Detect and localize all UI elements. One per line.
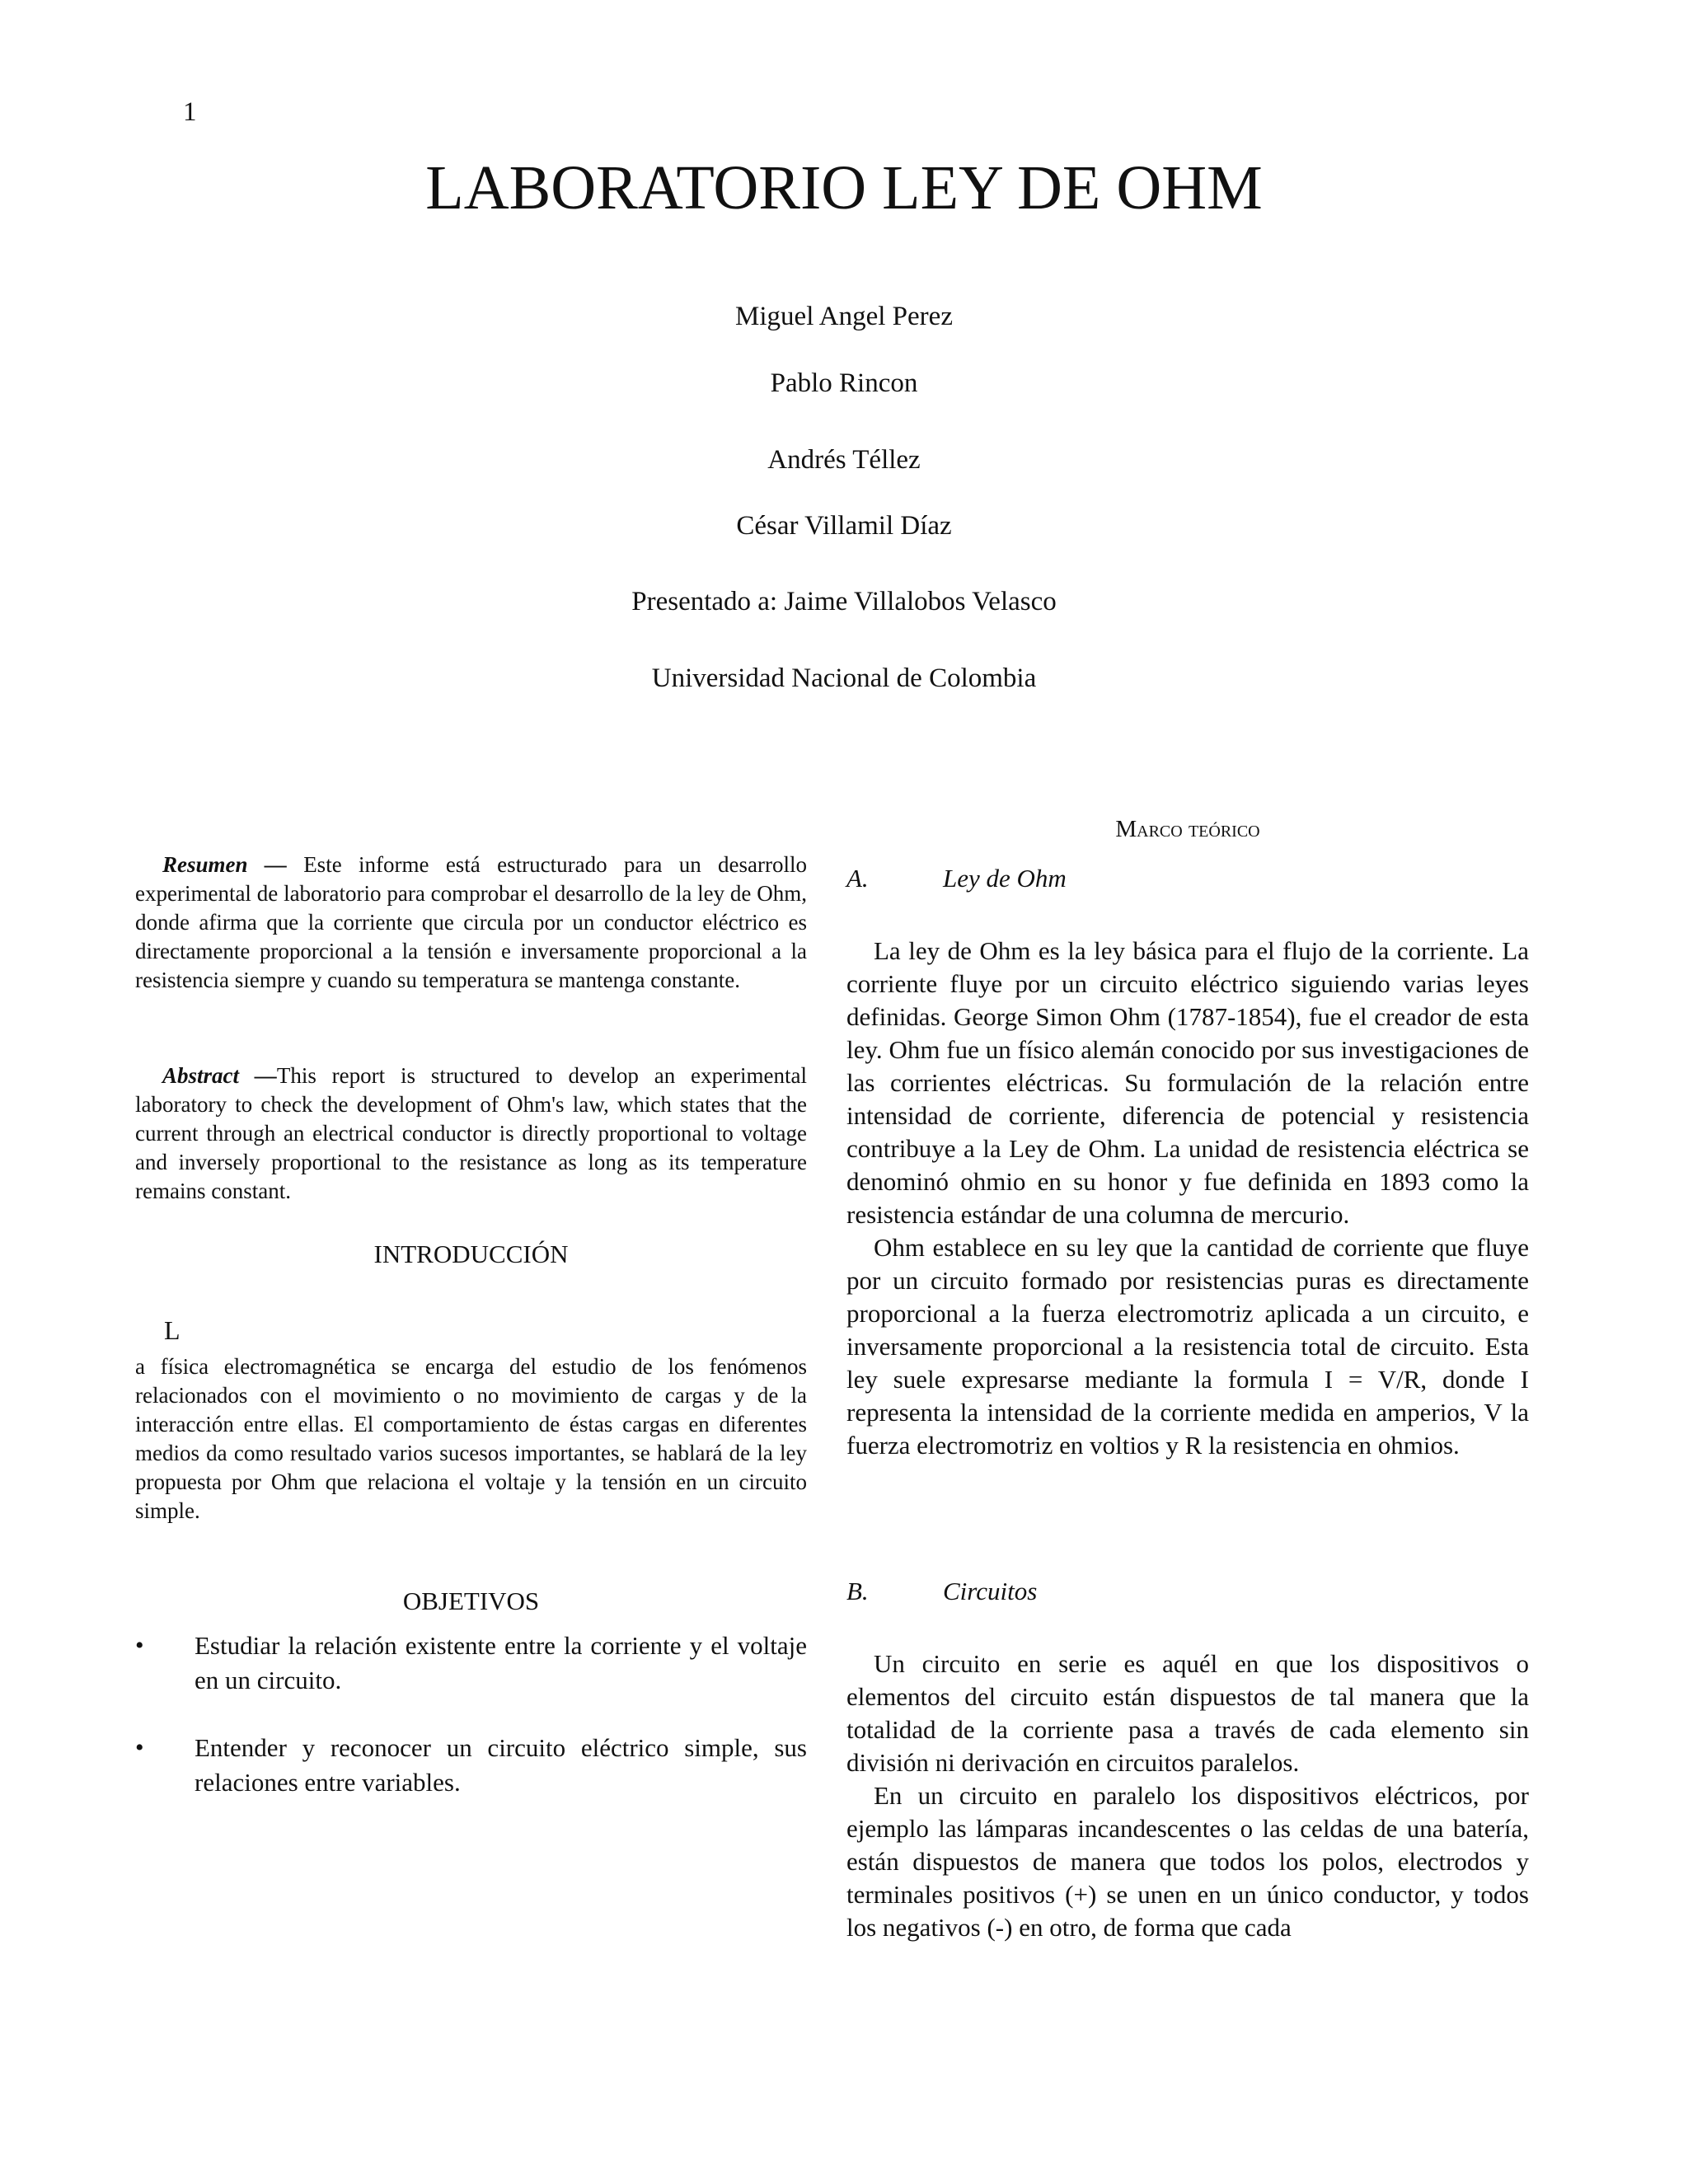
objetivos-list: [135, 1629, 807, 1800]
objetivos-section: [135, 1586, 807, 1616]
subsection-b-title: Circuitos: [943, 1577, 1038, 1605]
abstract-text: This report is structured to develop an experimental laboratory to check the development of Ohm's law, which states that the current through an electrical conductor is directly proportional to voltage and inversely proportional to the resistance as long as its temperature remains constant.: [135, 1063, 807, 1203]
subsection-a-letter: A.: [846, 864, 869, 893]
page-number: 1: [183, 97, 197, 127]
introduccion-paragraph: a física electromagnética se encarga del estudio de los fenómenos relacionados con el movimiento o no movimiento de cargas y de la interacción entre ellas. El comportamiento de éstas cargas en diferentes medios da como resultado varios sucesos importantes, se hablará de la ley propuesta por Ohm que relaciona el voltaje y la tensión en un circuito simple.: [135, 1354, 807, 1523]
author-4: César Villamil Díaz: [736, 511, 952, 541]
resumen-text: Este informe está estructurado para un desarrollo experimental de laboratorio para comprobar el desarrollo de la ley de Ohm, donde afirma que la corriente que circula por un conductor eléctrico es directamente proporcional a la tensión e inversamente proporcional a la resistencia siempre y cuando su temperatura se mantenga constante.: [135, 852, 807, 992]
bullet-icon: •: [135, 1632, 144, 1659]
university: Universidad Nacional de Colombia: [651, 663, 1037, 693]
resumen-block: [135, 851, 807, 995]
subsection-b-heading: [846, 1577, 1529, 1606]
introduccion-section: [135, 1240, 807, 1269]
paragraph-a1: La ley de Ohm es la ley básica para el flujo de la corriente. La corriente fluye por un circuito eléctrico siguiendo varias leyes definidas. George Simon Ohm (1787-1854), fue el creador de esta ley. Ohm fue un físico alemán conocido por sus investigaciones de las corrientes eléctricas. Su formulación de la relación entre intensidad de corriente, diferencia de potencial y resistencia contribuye a la Ley de Ohm. La unidad de resistencia eléctrica se denominó ohmio en su honor y fue definida en 1893 como la resistencia estándar de una columna de mercurio.: [846, 936, 1529, 1229]
author-2: Pablo Rincon: [770, 368, 918, 398]
author-3: Andrés Téllez: [767, 445, 921, 475]
objetivos-heading: OBJETIVOS: [402, 1586, 540, 1615]
marco-heading: Marco teórico: [1115, 816, 1260, 842]
marco-section: [846, 816, 1529, 843]
introduccion-body: [135, 1315, 807, 1526]
abstract-block: [135, 1062, 807, 1206]
abstract-label: Abstract —: [162, 1063, 277, 1088]
paragraph-b2: En un circuito en paralelo los dispositivos eléctricos, por ejemplo las lámparas incandescentes o las celdas de una batería, están dispuestos de manera que todos los polos, electrodos y terminales positivos (+) se unen en un único conductor, y todos los negativos (-) en otro, de forma que cada: [846, 1781, 1529, 1942]
subsection-a-title: Ley de Ohm: [943, 864, 1067, 893]
paragraph-b1: Un circuito en serie es aquél en que los dispositivos o elementos del circuito están dispuestos de tal manera que la totalidad de la corriente pasa a través de cada elemento sin división ni derivación en circuitos paralelos.: [846, 1649, 1529, 1777]
abstract-paragraph: [135, 1062, 807, 1206]
resumen-paragraph: [135, 851, 807, 995]
drop-letter: L: [164, 1315, 181, 1345]
list-item: • Estudiar la relación existente entre la corriente y el voltaje en un circuito.: [135, 1629, 807, 1698]
author-1: Miguel Angel Perez: [735, 302, 953, 331]
introduccion-heading: INTRODUCCIÓN: [373, 1240, 569, 1268]
subsection-a-heading: [846, 864, 1529, 893]
presented-to: Presentado a: Jaime Villalobos Velasco: [631, 587, 1057, 616]
document-title: LABORATORIO LEY DE OHM: [425, 153, 1263, 223]
paragraph-a2: Ohm establece en su ley que la cantidad de corriente que fluye por un circuito formado por resistencias puras es directamente proporcional a la fuerza electromotriz aplicada a un circuito, e inversamente proporcional a la resistencia total de circuito. Esta ley suele expresarse mediante la formula I = V/R, donde I representa la intensidad de la corriente medida en amperios, V la fuerza electromotriz en voltios y R la resistencia en ohmios.: [846, 1233, 1529, 1460]
subsection-b: [846, 1577, 1529, 1606]
subsection-a-body: [846, 935, 1529, 1462]
bullet-icon: •: [135, 1734, 144, 1761]
objetivos-list-wrap: [135, 1629, 807, 1833]
subsection-a: [846, 864, 1529, 893]
subsection-b-letter: B.: [846, 1577, 869, 1605]
resumen-label: Resumen —: [162, 852, 287, 877]
subsection-b-body: [846, 1647, 1529, 1944]
list-item: • Entender y reconocer un circuito eléctrico simple, sus relaciones entre variables.: [135, 1731, 807, 1800]
